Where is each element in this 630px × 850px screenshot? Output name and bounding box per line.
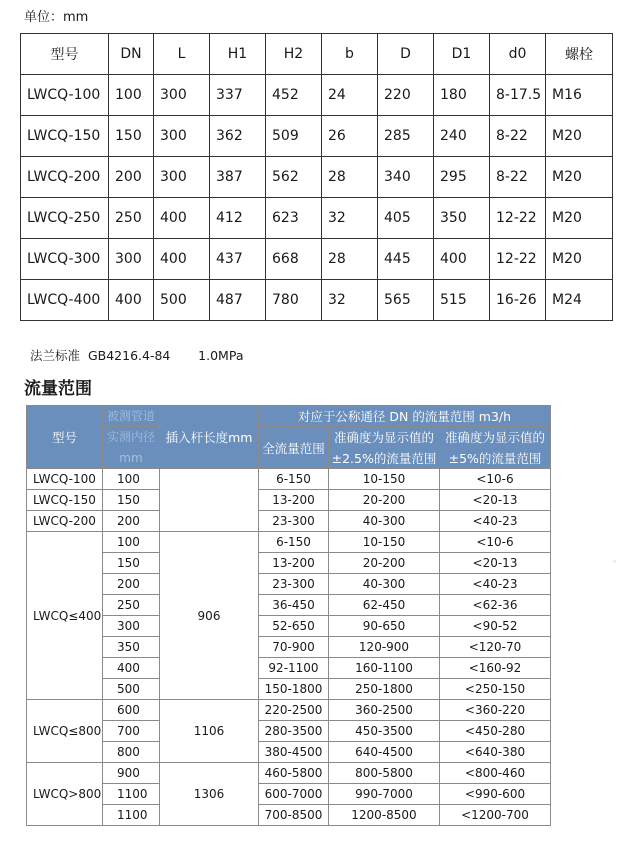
full-range-cell: 280-3500	[259, 721, 329, 742]
acc5-range-cell: <120-70	[440, 637, 551, 658]
pipe-dn-cell: 100	[103, 532, 160, 553]
dimensions-cell: 300	[154, 75, 210, 116]
dimensions-header-cell: L	[154, 34, 210, 75]
dimensions-cell: LWCQ-200	[21, 157, 109, 198]
full-range-cell: 23-300	[259, 574, 329, 595]
dimensions-cell: 250	[109, 198, 154, 239]
flow-range-row	[27, 742, 551, 763]
flow-range-table	[26, 405, 551, 826]
dimensions-cell: M16	[546, 75, 613, 116]
acc25-range-cell: 990-7000	[329, 784, 440, 805]
flow-range-row	[27, 763, 551, 784]
dimensions-cell: 562	[266, 157, 322, 198]
dimensions-cell: 28	[322, 239, 378, 280]
dimensions-header-cell: D	[378, 34, 434, 75]
dimensions-cell: 400	[154, 239, 210, 280]
acc5-range-cell: <40-23	[440, 511, 551, 532]
acc5-range-cell: <800-460	[440, 763, 551, 784]
full-range-cell: 460-5800	[259, 763, 329, 784]
dimensions-table	[20, 33, 613, 321]
full-range-cell: 6-150	[259, 469, 329, 490]
dimensions-cell: 405	[378, 198, 434, 239]
dimensions-header-cell: D1	[434, 34, 490, 75]
dimensions-cell: 387	[210, 157, 266, 198]
full-range-cell: 70-900	[259, 637, 329, 658]
acc25-range-cell: 640-4500	[329, 742, 440, 763]
model-cell: LWCQ-150	[27, 490, 103, 511]
pipe-dn-cell: 150	[103, 490, 160, 511]
header-flow-group: 对应于公称通径 DN 的流量范围 m3/h	[259, 406, 551, 427]
dimensions-header-row	[21, 34, 613, 75]
dimensions-cell: 12-22	[490, 198, 546, 239]
dimensions-cell: 452	[266, 75, 322, 116]
dimensions-row	[21, 239, 613, 280]
acc25-range-cell: 10-150	[329, 469, 440, 490]
full-range-cell: 52-650	[259, 616, 329, 637]
unit-label: 单位：mm	[24, 10, 89, 25]
model-cell: LWCQ-100	[27, 469, 103, 490]
dimensions-row	[21, 75, 613, 116]
dimensions-cell: 300	[154, 157, 210, 198]
pipe-dn-cell: 800	[103, 742, 160, 763]
dimensions-cell: LWCQ-150	[21, 116, 109, 157]
header-acc25-line-2: ±2.5%的流量范围	[329, 448, 440, 469]
full-range-cell: 36-450	[259, 595, 329, 616]
dimensions-cell: 445	[378, 239, 434, 280]
insert-length-cell: 1306	[160, 763, 259, 826]
pipe-dn-cell: 500	[103, 679, 160, 700]
dimensions-cell: 220	[378, 75, 434, 116]
pipe-dn-cell: 150	[103, 553, 160, 574]
pipe-dn-cell: 1100	[103, 784, 160, 805]
dimensions-row	[21, 116, 613, 157]
background-speck	[613, 560, 616, 563]
flow-range-row	[27, 532, 551, 553]
full-range-cell: 92-1100	[259, 658, 329, 679]
dimensions-row	[21, 157, 613, 198]
dimensions-cell: 337	[210, 75, 266, 116]
dimensions-cell: 8-17.5	[490, 75, 546, 116]
dimensions-header-cell: 型号	[21, 34, 109, 75]
pipe-dn-cell: 900	[103, 763, 160, 784]
model-group-cell: LWCQ≤800	[27, 700, 103, 763]
flow-range-row	[27, 490, 551, 511]
dimensions-cell: 350	[434, 198, 490, 239]
full-range-cell: 13-200	[259, 553, 329, 574]
acc5-range-cell: <10-6	[440, 469, 551, 490]
acc25-range-cell: 20-200	[329, 553, 440, 574]
flow-range-row	[27, 469, 551, 490]
header-pipe-line-2: 实测内径	[103, 427, 160, 448]
insert-length-cell	[160, 469, 259, 532]
dimensions-cell: M20	[546, 116, 613, 157]
header-acc5-line-1: 准确度为显示值的	[440, 427, 551, 448]
dimensions-cell: 668	[266, 239, 322, 280]
pipe-dn-cell: 200	[103, 574, 160, 595]
dimensions-cell: 565	[378, 280, 434, 321]
dimensions-header-cell: H1	[210, 34, 266, 75]
full-range-cell: 23-300	[259, 511, 329, 532]
dimensions-cell: 240	[434, 116, 490, 157]
full-range-cell: 220-2500	[259, 700, 329, 721]
dimensions-cell: LWCQ-250	[21, 198, 109, 239]
pipe-dn-cell: 200	[103, 511, 160, 532]
pipe-dn-cell: 600	[103, 700, 160, 721]
acc25-range-cell: 800-5800	[329, 763, 440, 784]
dimensions-cell: 362	[210, 116, 266, 157]
acc25-range-cell: 40-300	[329, 574, 440, 595]
acc25-range-cell: 120-900	[329, 637, 440, 658]
dimensions-header-cell: 螺栓	[546, 34, 613, 75]
pipe-dn-cell: 300	[103, 616, 160, 637]
dimensions-cell: 400	[154, 198, 210, 239]
dimensions-cell: 100	[109, 75, 154, 116]
dimensions-cell: 300	[109, 239, 154, 280]
dimensions-row	[21, 198, 613, 239]
acc5-range-cell: <640-380	[440, 742, 551, 763]
acc5-range-cell: <1200-700	[440, 805, 551, 826]
dimensions-cell: M20	[546, 198, 613, 239]
dimensions-header-cell: DN	[109, 34, 154, 75]
pipe-dn-cell: 1100	[103, 805, 160, 826]
dimensions-cell: 26	[322, 116, 378, 157]
dimensions-cell: 28	[322, 157, 378, 198]
dimensions-cell: 295	[434, 157, 490, 198]
flow-range-row	[27, 595, 551, 616]
dimensions-cell: M20	[546, 239, 613, 280]
header-pipe-line-3: mm	[103, 448, 160, 469]
dimensions-cell: 300	[154, 116, 210, 157]
model-cell: LWCQ-200	[27, 511, 103, 532]
flow-range-row	[27, 553, 551, 574]
acc25-range-cell: 1200-8500	[329, 805, 440, 826]
dimensions-cell: 515	[434, 280, 490, 321]
dimensions-cell: 780	[266, 280, 322, 321]
full-range-cell: 380-4500	[259, 742, 329, 763]
dimensions-cell: LWCQ-400	[21, 280, 109, 321]
dimensions-header-cell: H2	[266, 34, 322, 75]
acc25-range-cell: 160-1100	[329, 658, 440, 679]
dimensions-cell: 400	[434, 239, 490, 280]
dimensions-cell: 285	[378, 116, 434, 157]
dimensions-cell: 509	[266, 116, 322, 157]
dimensions-cell: 12-22	[490, 239, 546, 280]
header-insert-length: 插入杆长度mm	[160, 406, 259, 469]
dimensions-row	[21, 280, 613, 321]
acc5-range-cell: <62-36	[440, 595, 551, 616]
acc5-range-cell: <10-6	[440, 532, 551, 553]
acc5-range-cell: <450-280	[440, 721, 551, 742]
dimensions-cell: 8-22	[490, 157, 546, 198]
dimensions-header-cell: b	[322, 34, 378, 75]
dimensions-cell: M20	[546, 157, 613, 198]
dimensions-cell: 412	[210, 198, 266, 239]
acc5-range-cell: <160-92	[440, 658, 551, 679]
dimensions-cell: 150	[109, 116, 154, 157]
dimensions-cell: 437	[210, 239, 266, 280]
dimensions-cell: 487	[210, 280, 266, 321]
dimensions-cell: 16-26	[490, 280, 546, 321]
model-group-cell: LWCQ>800	[27, 763, 103, 826]
dimensions-cell: 500	[154, 280, 210, 321]
acc5-range-cell: <40-23	[440, 574, 551, 595]
acc5-range-cell: <990-600	[440, 784, 551, 805]
flow-range-row	[27, 784, 551, 805]
acc25-range-cell: 10-150	[329, 532, 440, 553]
header-acc5-line-2: ±5%的流量范围	[440, 448, 551, 469]
pipe-dn-cell: 100	[103, 469, 160, 490]
flow-range-row	[27, 574, 551, 595]
full-range-cell: 150-1800	[259, 679, 329, 700]
acc25-range-cell: 20-200	[329, 490, 440, 511]
pipe-dn-cell: 350	[103, 637, 160, 658]
dimensions-cell: LWCQ-100	[21, 75, 109, 116]
header-full-range: 全流量范围	[259, 427, 329, 469]
flow-range-row	[27, 700, 551, 721]
acc5-range-cell: <90-52	[440, 616, 551, 637]
header-pipe-line-1: 被测管道	[103, 406, 160, 427]
flow-range-row	[27, 616, 551, 637]
dimensions-cell: 623	[266, 198, 322, 239]
flow-range-row	[27, 658, 551, 679]
insert-length-cell: 1106	[160, 700, 259, 763]
header-acc25-line-1: 准确度为显示值的	[329, 427, 440, 448]
dimensions-cell: LWCQ-300	[21, 239, 109, 280]
dimensions-cell: 32	[322, 198, 378, 239]
dimensions-cell: 180	[434, 75, 490, 116]
flow-range-row	[27, 679, 551, 700]
acc25-range-cell: 450-3500	[329, 721, 440, 742]
dimensions-header-cell: d0	[490, 34, 546, 75]
full-range-cell: 700-8500	[259, 805, 329, 826]
acc25-range-cell: 62-450	[329, 595, 440, 616]
flow-range-row	[27, 805, 551, 826]
insert-length-cell: 906	[160, 532, 259, 700]
pipe-dn-cell: 400	[103, 658, 160, 679]
flow-range-title: 流量范围	[24, 379, 92, 399]
dimensions-cell: 400	[109, 280, 154, 321]
pipe-dn-cell: 250	[103, 595, 160, 616]
acc5-range-cell: <250-150	[440, 679, 551, 700]
full-range-cell: 600-7000	[259, 784, 329, 805]
dimensions-cell: 8-22	[490, 116, 546, 157]
acc25-range-cell: 250-1800	[329, 679, 440, 700]
acc5-range-cell: <360-220	[440, 700, 551, 721]
dimensions-cell: 32	[322, 280, 378, 321]
acc25-range-cell: 90-650	[329, 616, 440, 637]
full-range-cell: 13-200	[259, 490, 329, 511]
pipe-dn-cell: 700	[103, 721, 160, 742]
header-model: 型号	[27, 406, 103, 469]
acc25-range-cell: 360-2500	[329, 700, 440, 721]
full-range-cell: 6-150	[259, 532, 329, 553]
flow-range-row	[27, 637, 551, 658]
flange-standard-note: 法兰标准 GB4216.4-84 1.0MPa	[30, 348, 244, 363]
dimensions-cell: 200	[109, 157, 154, 198]
dimensions-cell: 340	[378, 157, 434, 198]
flow-range-row	[27, 511, 551, 532]
acc5-range-cell: <20-13	[440, 490, 551, 511]
flow-range-row	[27, 721, 551, 742]
dimensions-cell: M24	[546, 280, 613, 321]
acc5-range-cell: <20-13	[440, 553, 551, 574]
model-group-cell: LWCQ≤400	[27, 532, 103, 700]
dimensions-cell: 24	[322, 75, 378, 116]
acc25-range-cell: 40-300	[329, 511, 440, 532]
